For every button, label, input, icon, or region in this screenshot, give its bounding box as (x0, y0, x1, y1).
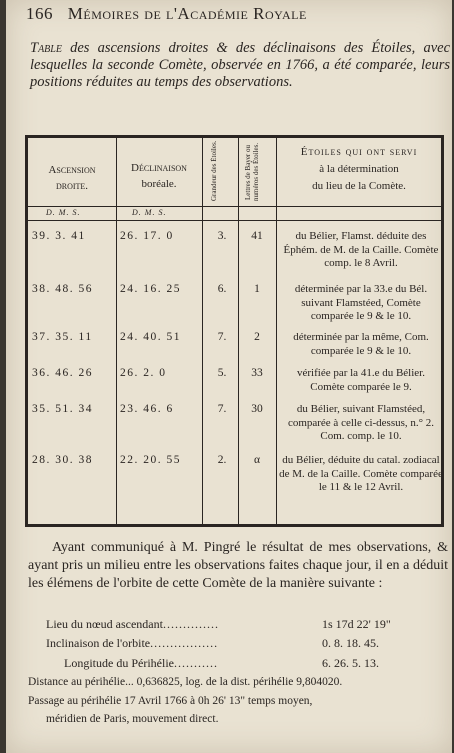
header-boreale-text: boréale. (141, 178, 177, 190)
element-value: 0. 8. 18. 45. (322, 636, 379, 650)
cell-letter: 33 (251, 367, 263, 379)
cell-dec: 22. 20. 55 (120, 454, 181, 466)
element-line (64, 656, 218, 671)
cell-letter: α (253, 454, 261, 466)
cell-remark: du Bélier, Flamst. déduite des Éphém. de M. de la Caille. Comète comp. le 8 Avril. (283, 230, 439, 269)
caption-lead: Table (30, 40, 62, 56)
running-title: Mémoires de l'Académie Royale (67, 4, 307, 23)
perihelion-passage-line: Passage au périhélie 17 Avril 1766 à 0h 26' 13" temps moyen, (28, 695, 313, 707)
header-lettres-text: Lettres de Bayer ou numéros des Étoiles. (244, 142, 260, 202)
cell-ra: 37. 35. 11 (32, 331, 93, 343)
header-etoiles-a: Étoiles qui ont servi (300, 146, 418, 158)
element-value: 1s 17d 22' 19" (322, 617, 391, 631)
element-line (46, 636, 218, 651)
element-label: Longitude du Périhélie (64, 656, 174, 670)
cell-ra: 28. 30. 38 (32, 454, 93, 466)
header-grandeur (202, 138, 238, 207)
header-lettres (238, 138, 276, 207)
cell-mag: 5. (217, 367, 227, 379)
header-declinaison-text: Déclinaison (131, 162, 187, 174)
cell-ra: 38. 48. 56 (32, 283, 93, 295)
cell-remark: déterminée par la 33.e du Bél. suivant Flamstéed, Comète comparée le 9 & le 10. (294, 283, 428, 322)
element-dots: .............. (162, 617, 219, 631)
cell-dec: 24. 16. 25 (120, 283, 181, 295)
cell-letter: 2 (254, 331, 260, 343)
body-paragraph (28, 539, 448, 593)
cell-ra: 35. 51. 34 (32, 403, 93, 415)
cell-mag: 3. (217, 230, 227, 242)
cell-letter: 41 (251, 230, 263, 242)
cell-letter: 30 (251, 403, 263, 415)
element-label: Inclinaison de l'orbite (46, 636, 151, 650)
header-etoiles-c: du lieu de la Comète. (312, 180, 406, 192)
cell-dec: 24. 40. 51 (120, 331, 181, 343)
running-header (26, 4, 307, 24)
header-etoiles (276, 138, 442, 207)
cell-ra: 36. 46. 26 (32, 367, 93, 379)
cell-letter: 1 (254, 283, 260, 295)
cell-remark: vérifiée par la 41.e du Bélier. Comète comparée le 9. (297, 367, 425, 393)
cell-dec: 26. 2. 0 (120, 367, 167, 379)
caption-text: des ascensions droites & des déclinaisons des Étoiles, avec lesquelles la seconde Comète, observée en 1766, a été comparée, leurs positions réduites au temps des observations. (30, 40, 450, 90)
element-line (46, 617, 219, 632)
element-dots: ........... (173, 656, 218, 670)
cell-dec: 23. 46. 6 (120, 403, 174, 415)
star-table (25, 135, 444, 527)
subheader-dec: D. M. S. (132, 208, 167, 217)
cell-dec: 26. 17. 0 (120, 230, 174, 242)
cell-mag: 7. (217, 403, 227, 415)
element-value: 6. 26. 5. 13. (322, 656, 379, 670)
cell-remark: du Bélier, déduite du catal. zodiacal de M. de la Caille. Comète comparée le 11 & le 12 Avril. (279, 454, 443, 493)
cell-mag: 2. (217, 454, 227, 466)
meridian-line: méridien de Paris, mouvement direct. (46, 713, 219, 725)
header-declinaison (116, 138, 202, 207)
cell-mag: 7. (217, 331, 227, 343)
paragraph-text: Ayant communiqué à M. Pingré le résultat de mes observations, & ayant pris un milieu entre les observations faites chaque jour, il en a déduit les élémens de l'orbite de cette Comète de la manière suivante : (28, 540, 448, 591)
cell-remark: du Bélier, suivant Flamstéed, comparée à celle ci-dessus, n.° 2. Com. comp. le 10. (287, 403, 435, 442)
cell-remark: déterminée par la même, Com. comparée le 9 & le 10. (293, 331, 429, 357)
element-dots: ................. (150, 636, 219, 650)
table-caption (30, 40, 450, 91)
header-etoiles-b: à la détermination (319, 163, 399, 175)
perihelion-distance-line: Distance au périhélie... 0,636825, log. de la dist. périhélie 9,804020. (28, 676, 343, 688)
header-ascension (28, 138, 116, 207)
header-grandeur-text: Grandeur des Étoiles. (210, 140, 218, 202)
subheader-rule (28, 220, 441, 221)
subheader-ra: D. M. S. (46, 208, 81, 217)
element-label: Lieu du nœud ascendant (46, 617, 163, 631)
cell-ra: 39. 3. 41 (32, 230, 86, 242)
page-number: 166 (26, 4, 53, 23)
header-ascension-text: Ascension droite. (48, 164, 96, 192)
cell-mag: 6. (217, 283, 227, 295)
book-page (6, 0, 452, 753)
